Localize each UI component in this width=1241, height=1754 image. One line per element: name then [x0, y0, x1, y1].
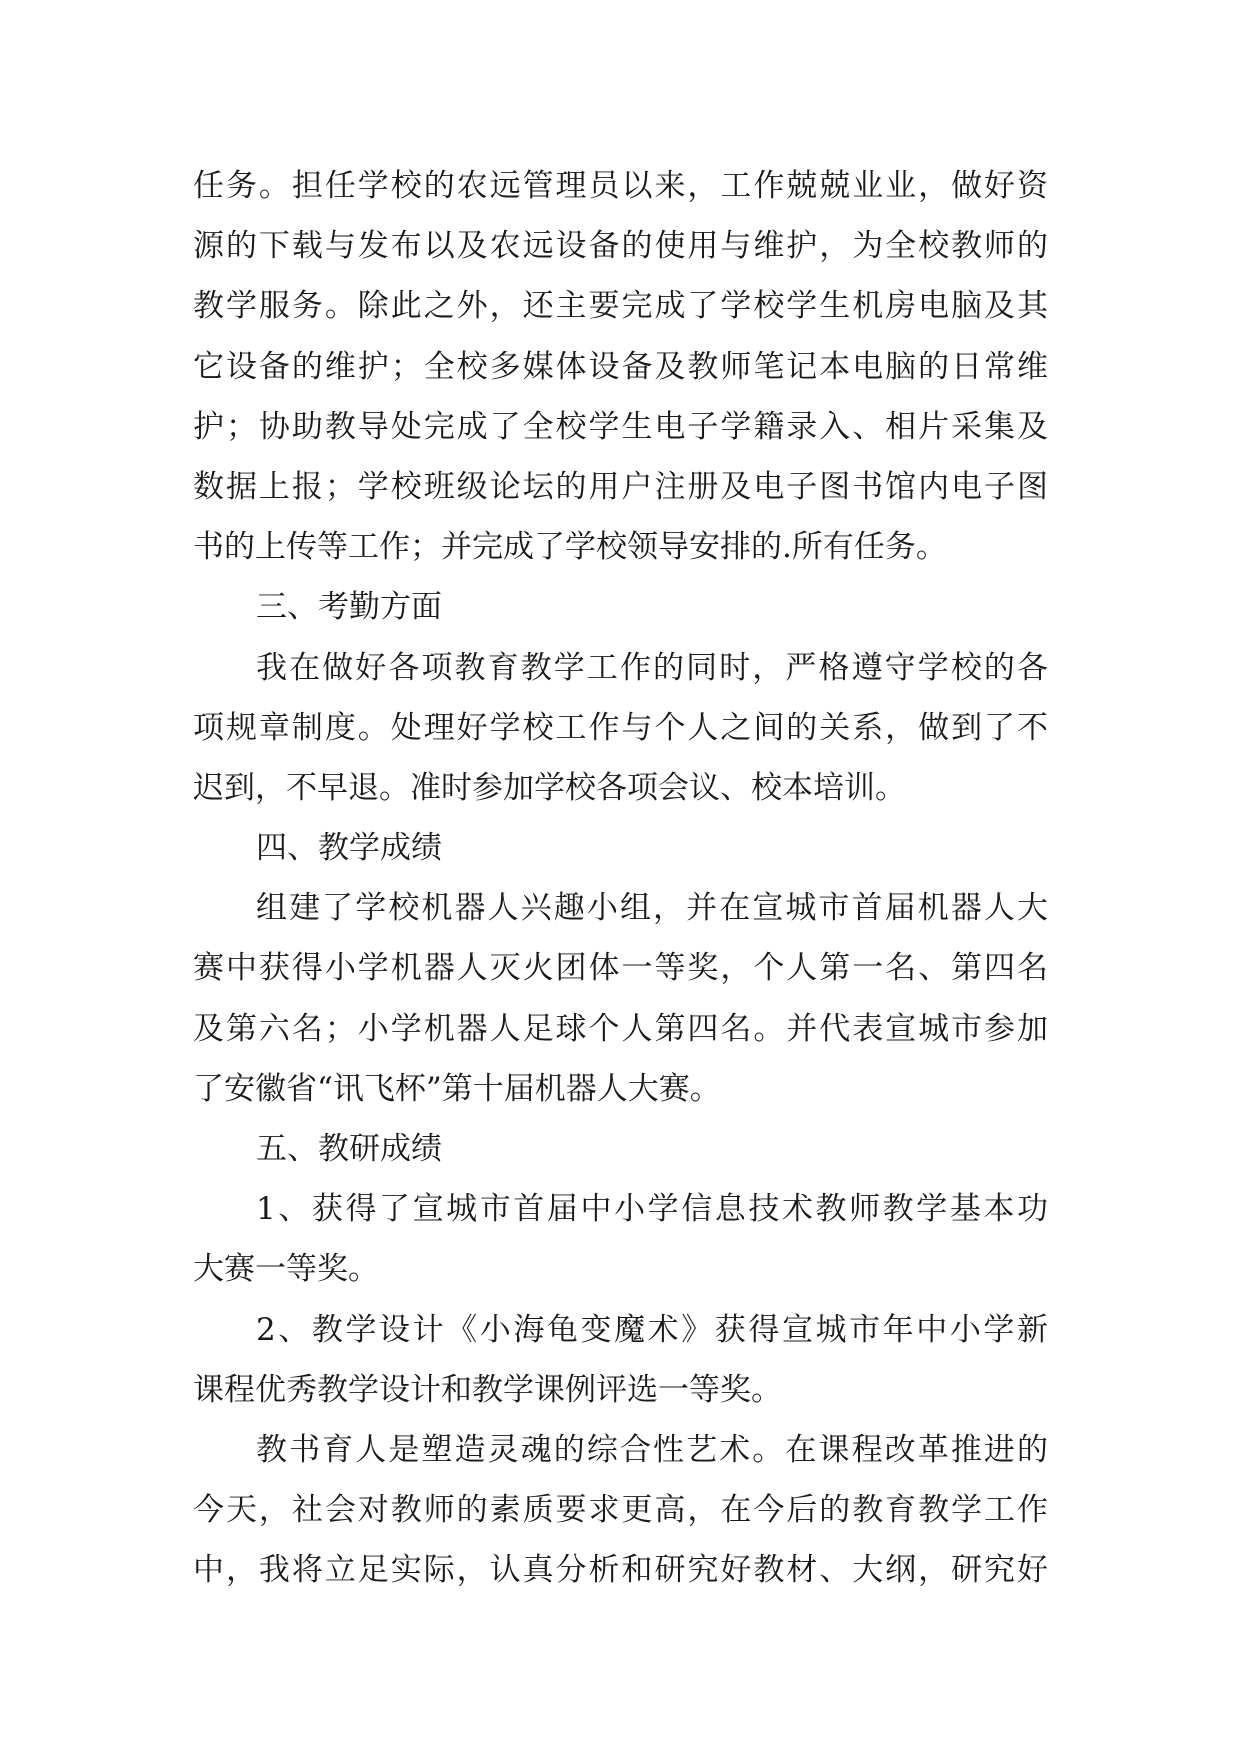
paragraph-line: 了安徽省“讯飞杯”第十届机器人大赛。	[193, 1070, 721, 1107]
paragraph-line: 它设备的维护；全校多媒体设备及教师笔记本电脑的日常维	[193, 348, 1048, 385]
paragraph-line: 源的下载与发布以及农远设备的使用与维护，为全校教师的	[193, 228, 1048, 265]
paragraph-line: 教学服务。除此之外，还主要完成了学校学生机房电脑及其	[193, 288, 1048, 325]
section-heading-teaching-results: 四、教学成绩	[256, 830, 442, 867]
paragraph-line: 中，我将立足实际，认真分析和研究好教材、大纲，研究好	[193, 1552, 1048, 1589]
paragraph-line: 教书育人是塑造灵魂的综合性艺术。在课程改革推进的	[256, 1431, 1048, 1468]
paragraph-line: 大赛一等奖。	[193, 1251, 379, 1288]
paragraph-line: 1、获得了宣城市首届中小学信息技术教师教学基本功	[256, 1191, 1048, 1228]
paragraph-line: 组建了学校机器人兴趣小组，并在宣城市首届机器人大	[256, 890, 1048, 927]
paragraph-line: 项规章制度。处理好学校工作与个人之间的关系，做到了不	[193, 709, 1048, 746]
paragraph-line: 课程优秀教学设计和教学课例评选一等奖。	[193, 1371, 782, 1408]
section-heading-attendance: 三、考勤方面	[256, 589, 442, 626]
paragraph-line: 及第六名；小学机器人足球个人第四名。并代表宣城市参加	[193, 1010, 1048, 1047]
paragraph-line: 任务。担任学校的农远管理员以来，工作兢兢业业，做好资	[193, 168, 1048, 204]
paragraph-line: 数据上报；学校班级论坛的用户注册及电子图书馆内电子图	[193, 468, 1048, 505]
paragraph-line: 赛中获得小学机器人灭火团体一等奖，个人第一名、第四名	[193, 950, 1048, 987]
paragraph-line: 2、教学设计《小海龟变魔术》获得宣城市年中小学新	[256, 1311, 1048, 1348]
paragraph-line: 护；协助教导处完成了全校学生电子学籍录入、相片采集及	[193, 408, 1048, 445]
paragraph-line: 书的上传等工作；并完成了学校领导安排的.所有任务。	[193, 529, 947, 566]
paragraph-line: 今天，社会对教师的素质要求更高，在今后的教育教学工作	[193, 1492, 1048, 1529]
section-heading-research-results: 五、教研成绩	[256, 1131, 442, 1167]
paragraph-line: 迟到，不早退。准时参加学校各项会议、校本培训。	[193, 769, 906, 806]
paragraph-line: 我在做好各项教育教学工作的同时，严格遵守学校的各	[256, 649, 1048, 686]
document-body	[193, 156, 1048, 1601]
